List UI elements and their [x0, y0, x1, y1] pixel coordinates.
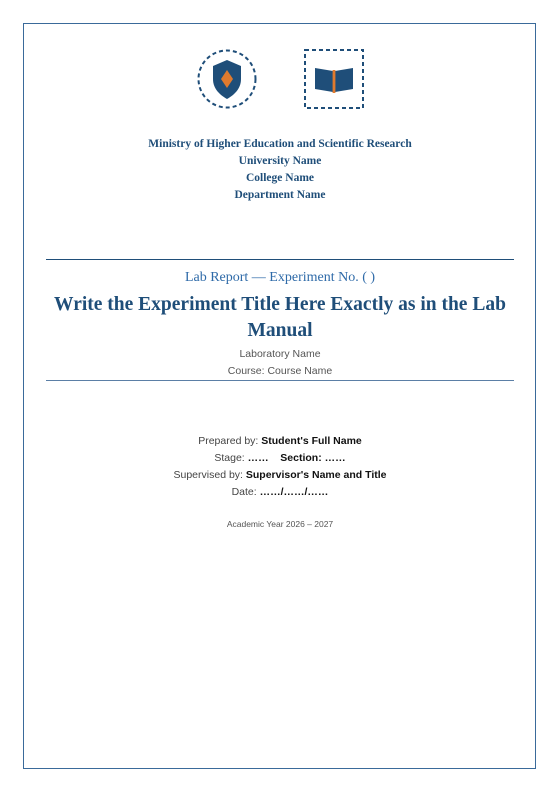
- laboratory-name: Laboratory Name: [239, 348, 321, 360]
- section-label: Section:: [280, 452, 322, 464]
- supervised-by-label: Supervised by:: [173, 469, 243, 481]
- prepared-block: [0, 433, 560, 501]
- prepared-by-line: [0, 433, 560, 450]
- lab-course-block: [0, 346, 560, 380]
- section-value: ……: [324, 452, 346, 464]
- college-name: College Name: [245, 172, 315, 184]
- academic-year: Academic Year 2026 – 2027: [226, 519, 334, 529]
- institution-block: [0, 136, 560, 204]
- ministry-name: Ministry of Higher Education and Scientific Research: [148, 138, 412, 150]
- stage-label: Stage:: [214, 452, 245, 464]
- book-icon: [303, 48, 365, 110]
- prepared-by-label: Prepared by:: [198, 435, 259, 447]
- logo-row: [0, 48, 560, 110]
- page-border: [23, 23, 536, 769]
- university-name: University Name: [238, 155, 322, 167]
- supervised-by-line: [0, 467, 560, 484]
- student-name: Student's Full Name: [261, 435, 362, 447]
- bottom-divider: [46, 380, 514, 381]
- stage-section-line: [0, 450, 560, 467]
- experiment-title: Write the Experiment Title Here Exactly as in the Lab Manual: [54, 294, 506, 341]
- course-name: Course: Course Name: [227, 365, 333, 377]
- department-name: Department Name: [234, 189, 326, 201]
- stage-value: ……: [247, 452, 269, 464]
- shield-icon: [196, 48, 258, 110]
- report-label: Lab Report — Experiment No. ( ): [184, 270, 376, 285]
- date-value: ……/……/……: [259, 486, 329, 498]
- date-label: Date:: [231, 486, 257, 498]
- top-divider: [46, 259, 514, 260]
- supervisor-name: Supervisor's Name and Title: [245, 469, 387, 481]
- date-line: [0, 484, 560, 501]
